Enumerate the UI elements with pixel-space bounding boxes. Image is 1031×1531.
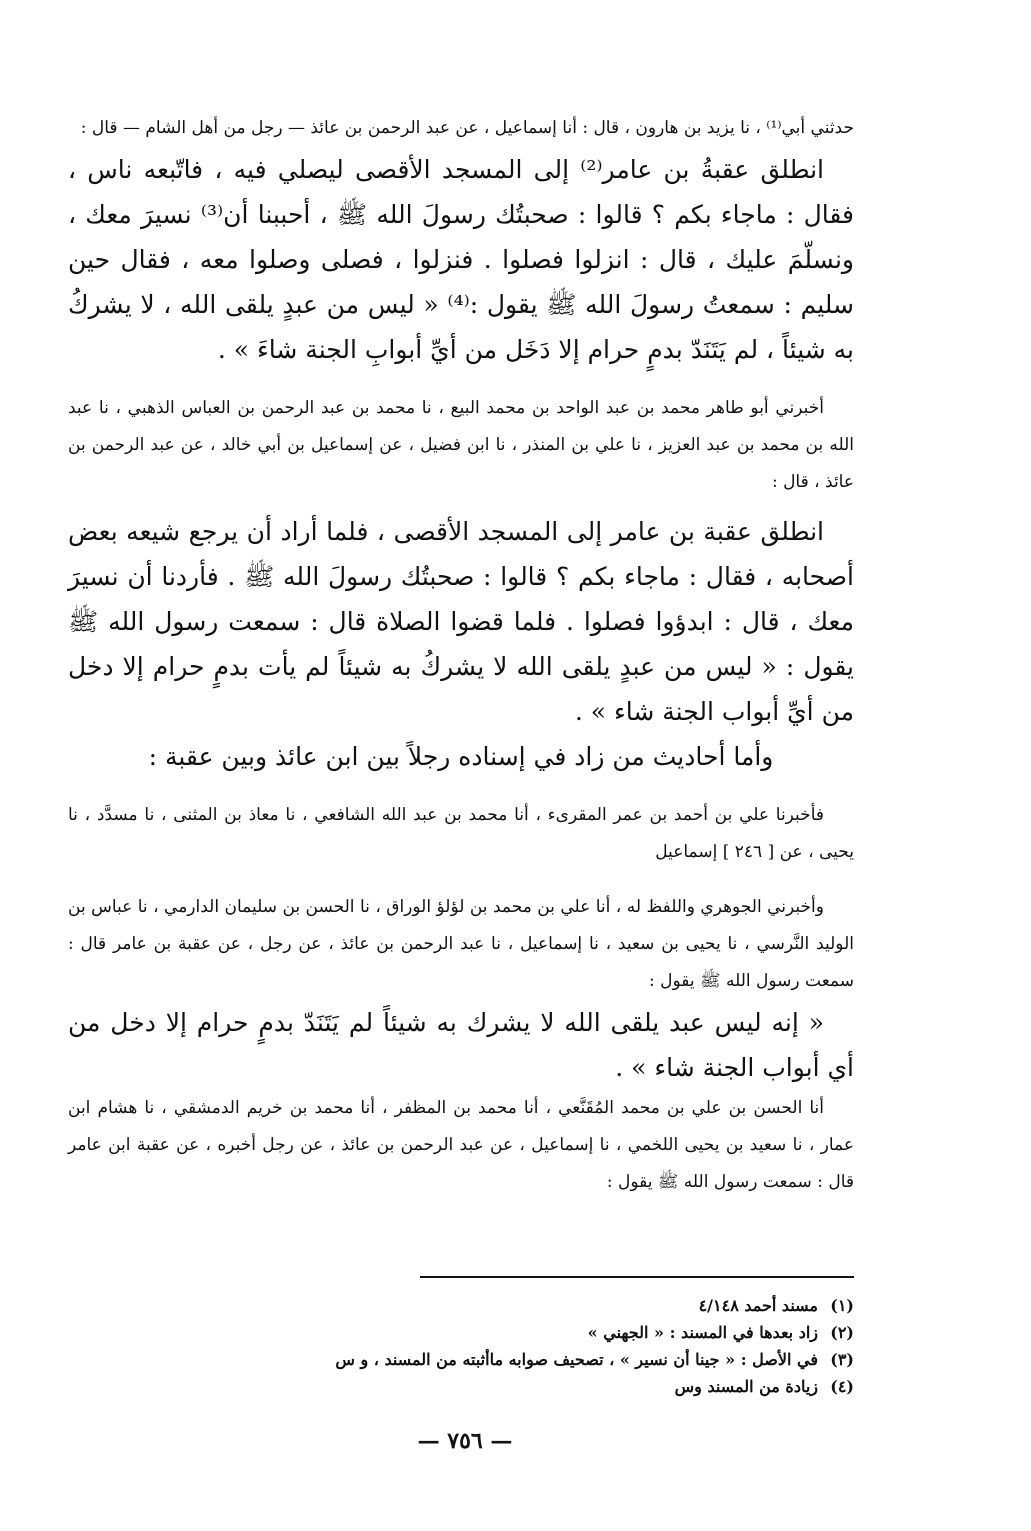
footnote-number: (٤): [830, 1377, 854, 1396]
footnote-text: زيادة من المسند وس: [674, 1377, 818, 1396]
isnad-paragraph-3: فأخبرنا علي بن أحمد بن عمر المقرىء ، أنا محمد بن عبد الله الشافعي ، نا معاذ بن المثنى ، نا مسدَّد ، نا يحيى ، عن [ ٢٤٦ ] إسماعيل: [68, 805, 854, 862]
footnote-text: في الأصل : « جينا أن نسير » ، تصحيف صوابه ماأثبته من المسند ، و س: [335, 1350, 818, 1369]
hadith-paragraph-1: انطلق عقبةُ بن عامر⁽²⁾ إلى المسجد الأقصى ليصلي فيه ، فاتّبعه ناس ، فقال : ماجاء بكم ؟ قالوا : صحبتُك رسولَ الله ﷺ ، أحببنا أن⁽³⁾ نسيرَ معك ، ونسلّمَ عليك ، قال : انزلوا فصلوا . فنزلوا ، فصلى وصلوا معه ، فقال حين سليم : سمعتُ رسولَ الله ﷺ يقول :⁽⁴⁾ « ليس من عبدٍ يلقى الله ، لا يشركُ به شيئاً ، لم يَتَنَدّ بدمٍ حرام إلا دَخَل من أيِّ أبوابِ الجنة شاءَ » .: [68, 155, 855, 364]
page-body: [68, 110, 854, 1201]
hadith-paragraph-2: انطلق عقبة بن عامر إلى المسجد الأقصى ، فلما أراد أن يرجع شيعه بعض أصحابه ، فقال : ماجاء بكم ؟ قالوا : صحبتُك رسولَ الله ﷺ . فأردنا أن نسيرَ معك ، قال : ابدؤوا فصلوا . فلما قضوا الصلاة قال : سمعت رسول الله ﷺ يقول : « ليس من عبدٍ يلقى الله لا يشركُ به شيئاً لم يأت بدمٍ حرام إلا دخل من أيِّ أبواب الجنة شاء » .: [68, 517, 854, 726]
page-number: — ٧٥٦ —: [417, 1428, 513, 1454]
isnad-paragraph-1: حدثني أبي⁽¹⁾ ، نا يزيد بن هارون ، قال : أنا إسماعيل ، عن عبد الرحمن بن عائذ — رجل من أهل الشام — قال :: [80, 118, 854, 138]
hadith-paragraph-3: « إنه ليس عبد يلقى الله لا يشرك به شيئاً لم يَتَنَدّ بدمٍ حرام إلا دخل من أي أبواب الجنة شاء » .: [68, 1008, 854, 1082]
footnotes-list: [300, 1292, 854, 1400]
footnote-text: زاد بعدها في المسند : « الجهني »: [587, 1323, 818, 1342]
section-heading: وأما أحاديث من زاد في إسناده رجلاً بين ابن عائذ وبين عقبة :: [148, 742, 774, 771]
isnad-paragraph-2: أخبرني أبو طاهر محمد بن عبد الواحد بن محمد البيع ، نا محمد بن عبد الرحمن بن العباس الذهبي ، نا عبد الله بن محمد بن عبد العزيز ، نا علي بن المنذر ، نا ابن فضيل ، عن إسماعيل بن أبي خالد ، عن عبد الرحمن بن عائذ ، قال :: [68, 398, 854, 492]
footnote-text: مسند أحمد ٤/١٤٨: [698, 1296, 818, 1315]
isnad-paragraph-5: أنا الحسن بن علي بن محمد المُقَنَّعي ، أنا محمد بن المظفر ، أنا محمد بن خريم الدمشقي ، نا هشام ابن عمار ، نا سعيد بن يحيى اللخمي ، نا إسماعيل ، عن عبد الرحمن بن عائذ ، عن رجل أخبره ، عن عقبة ابن عامر قال : سمعت رسول الله ﷺ يقول :: [68, 1098, 854, 1192]
footnote-item: [300, 1346, 854, 1373]
footnote-item: [300, 1292, 854, 1319]
footnote-item: [300, 1373, 854, 1400]
isnad-paragraph-4: وأخبرني الجوهري واللفظ له ، أنا علي بن محمد بن لؤلؤ الوراق ، نا الحسن بن سليمان الدارمي ، نا عباس بن الوليد النَّرسي ، نا يحيى بن سعيد ، نا إسماعيل ، نا عبد الرحمن بن عائذ ، عن رجل ، عن عقبة بن عامر قال : سمعت رسول الله ﷺ يقول :: [68, 897, 854, 991]
footnote-item: [300, 1319, 854, 1346]
footnote-number: (٣): [830, 1350, 854, 1369]
footnote-number: (٢): [830, 1323, 854, 1342]
footnote-divider: [420, 1276, 854, 1278]
footnote-number: (١): [830, 1296, 854, 1315]
